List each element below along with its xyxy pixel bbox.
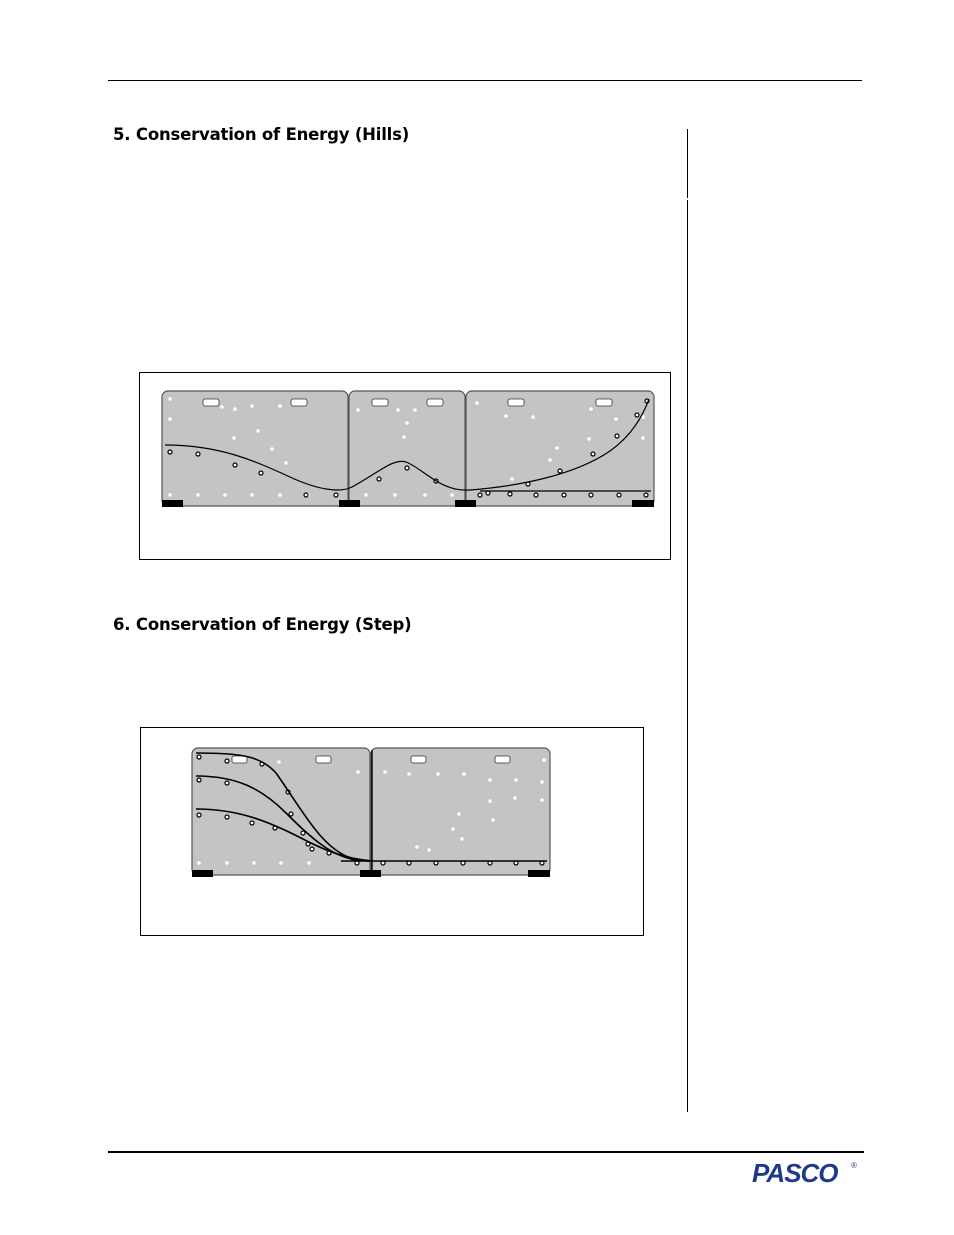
diagram-mark (405, 466, 409, 470)
diagram-mark (225, 861, 229, 865)
diagram-mark (225, 815, 229, 819)
diagram-mark (562, 493, 566, 497)
diagram-mark (514, 778, 518, 782)
diagram-mark (278, 404, 282, 408)
board-step-right (371, 748, 550, 875)
diagram-mark (168, 493, 172, 497)
diagram-mark (232, 436, 236, 440)
diagram-mark (307, 861, 311, 865)
logo-text: PASCO (752, 1159, 838, 1187)
diagram-mark (197, 861, 201, 865)
diagram-mark (615, 434, 619, 438)
diagram-mark (310, 847, 314, 851)
diagram-mark (457, 812, 461, 816)
diagram-mark (589, 407, 593, 411)
diagram-mark (278, 493, 282, 497)
diagram-mark (168, 450, 172, 454)
diagram-mark (203, 399, 219, 406)
diagram-mark (596, 399, 612, 406)
diagram-mark (196, 493, 200, 497)
diagram-mark (356, 408, 360, 412)
diagram-mark (542, 758, 546, 762)
step-track-svg (141, 728, 643, 935)
diagram-mark (488, 799, 492, 803)
pasco-logo-icon (752, 1159, 860, 1187)
diagram-mark (513, 796, 517, 800)
section-title-hills: 5. Conservation of Energy (Hills) (113, 125, 410, 144)
diagram-mark (284, 461, 288, 465)
diagram-mark (393, 493, 397, 497)
diagram-mark (225, 759, 229, 763)
diagram-mark (504, 414, 508, 418)
diagram-mark (197, 813, 201, 817)
diagram-mark (510, 477, 514, 481)
board-left (162, 391, 348, 506)
diagram-mark (377, 477, 381, 481)
diagram-mark (250, 821, 254, 825)
diagram-mark (168, 397, 172, 401)
diagram-mark (589, 493, 593, 497)
diagram-mark (396, 408, 400, 412)
board-right (466, 391, 654, 506)
diagram-mark (478, 493, 482, 497)
diagram-mark (291, 399, 307, 406)
logo-registered-mark: ® (851, 1161, 857, 1170)
diagram-mark (486, 491, 490, 495)
footer-rule (108, 1151, 864, 1153)
board-middle (349, 391, 465, 506)
sidebar-rule (687, 200, 688, 1112)
diagram-mark (534, 493, 538, 497)
diagram-mark (558, 469, 562, 473)
diagram-mark (423, 493, 427, 497)
diagram-mark (364, 493, 368, 497)
diagram-mark (614, 417, 618, 421)
diagram-mark (635, 413, 639, 417)
diagram-mark (508, 399, 524, 406)
hills-track-diagram (139, 372, 671, 560)
diagram-mark (460, 837, 464, 841)
diagram-mark (250, 404, 254, 408)
diagram-mark (256, 429, 260, 433)
diagram-mark (415, 845, 419, 849)
diagram-mark (617, 493, 621, 497)
diagram-mark (197, 755, 201, 759)
diagram-mark (475, 401, 479, 405)
diagram-mark (279, 861, 283, 865)
diagram-mark (402, 435, 406, 439)
diagram-mark (197, 778, 201, 782)
diagram-mark (436, 772, 440, 776)
diagram-mark (427, 399, 443, 406)
diagram-mark (407, 772, 411, 776)
diagram-mark (383, 770, 387, 774)
diagram-mark (528, 870, 550, 877)
diagram-mark (356, 770, 360, 774)
diagram-mark (304, 493, 308, 497)
diagram-mark (192, 870, 213, 877)
diagram-mark (196, 452, 200, 456)
diagram-mark (644, 493, 648, 497)
diagram-mark (233, 463, 237, 467)
diagram-mark (289, 812, 293, 816)
diagram-mark (555, 446, 559, 450)
hills-track-svg (140, 373, 670, 559)
diagram-mark (632, 500, 654, 507)
diagram-mark (232, 756, 247, 763)
sidebar-rule-top (687, 129, 688, 198)
diagram-mark (259, 471, 263, 475)
diagram-mark (316, 756, 331, 763)
diagram-mark (225, 781, 229, 785)
diagram-mark (462, 772, 466, 776)
diagram-mark (531, 415, 535, 419)
diagram-mark (277, 760, 281, 764)
diagram-mark (450, 493, 454, 497)
diagram-mark (339, 500, 360, 507)
diagram-mark (270, 447, 274, 451)
diagram-mark (587, 437, 591, 441)
diagram-mark (427, 848, 431, 852)
diagram-mark (334, 493, 338, 497)
diagram-mark (250, 493, 254, 497)
diagram-mark (540, 798, 544, 802)
diagram-mark (168, 417, 172, 421)
diagram-mark (548, 458, 552, 462)
header-rule (108, 80, 862, 81)
diagram-mark (491, 818, 495, 822)
diagram-mark (591, 452, 595, 456)
diagram-mark (220, 405, 224, 409)
diagram-mark (252, 861, 256, 865)
diagram-mark (455, 500, 476, 507)
diagram-mark (372, 399, 388, 406)
diagram-mark (508, 492, 512, 496)
diagram-mark (540, 780, 544, 784)
diagram-mark (495, 756, 510, 763)
step-track-diagram (140, 727, 644, 936)
diagram-mark (223, 493, 227, 497)
diagram-mark (360, 870, 381, 877)
diagram-mark (233, 407, 237, 411)
diagram-mark (162, 500, 183, 507)
section-title-step: 6. Conservation of Energy (Step) (113, 615, 412, 634)
diagram-mark (405, 421, 409, 425)
diagram-mark (641, 436, 645, 440)
diagram-mark (413, 408, 417, 412)
diagram-mark (488, 778, 492, 782)
diagram-mark (451, 827, 455, 831)
diagram-mark (411, 756, 426, 763)
